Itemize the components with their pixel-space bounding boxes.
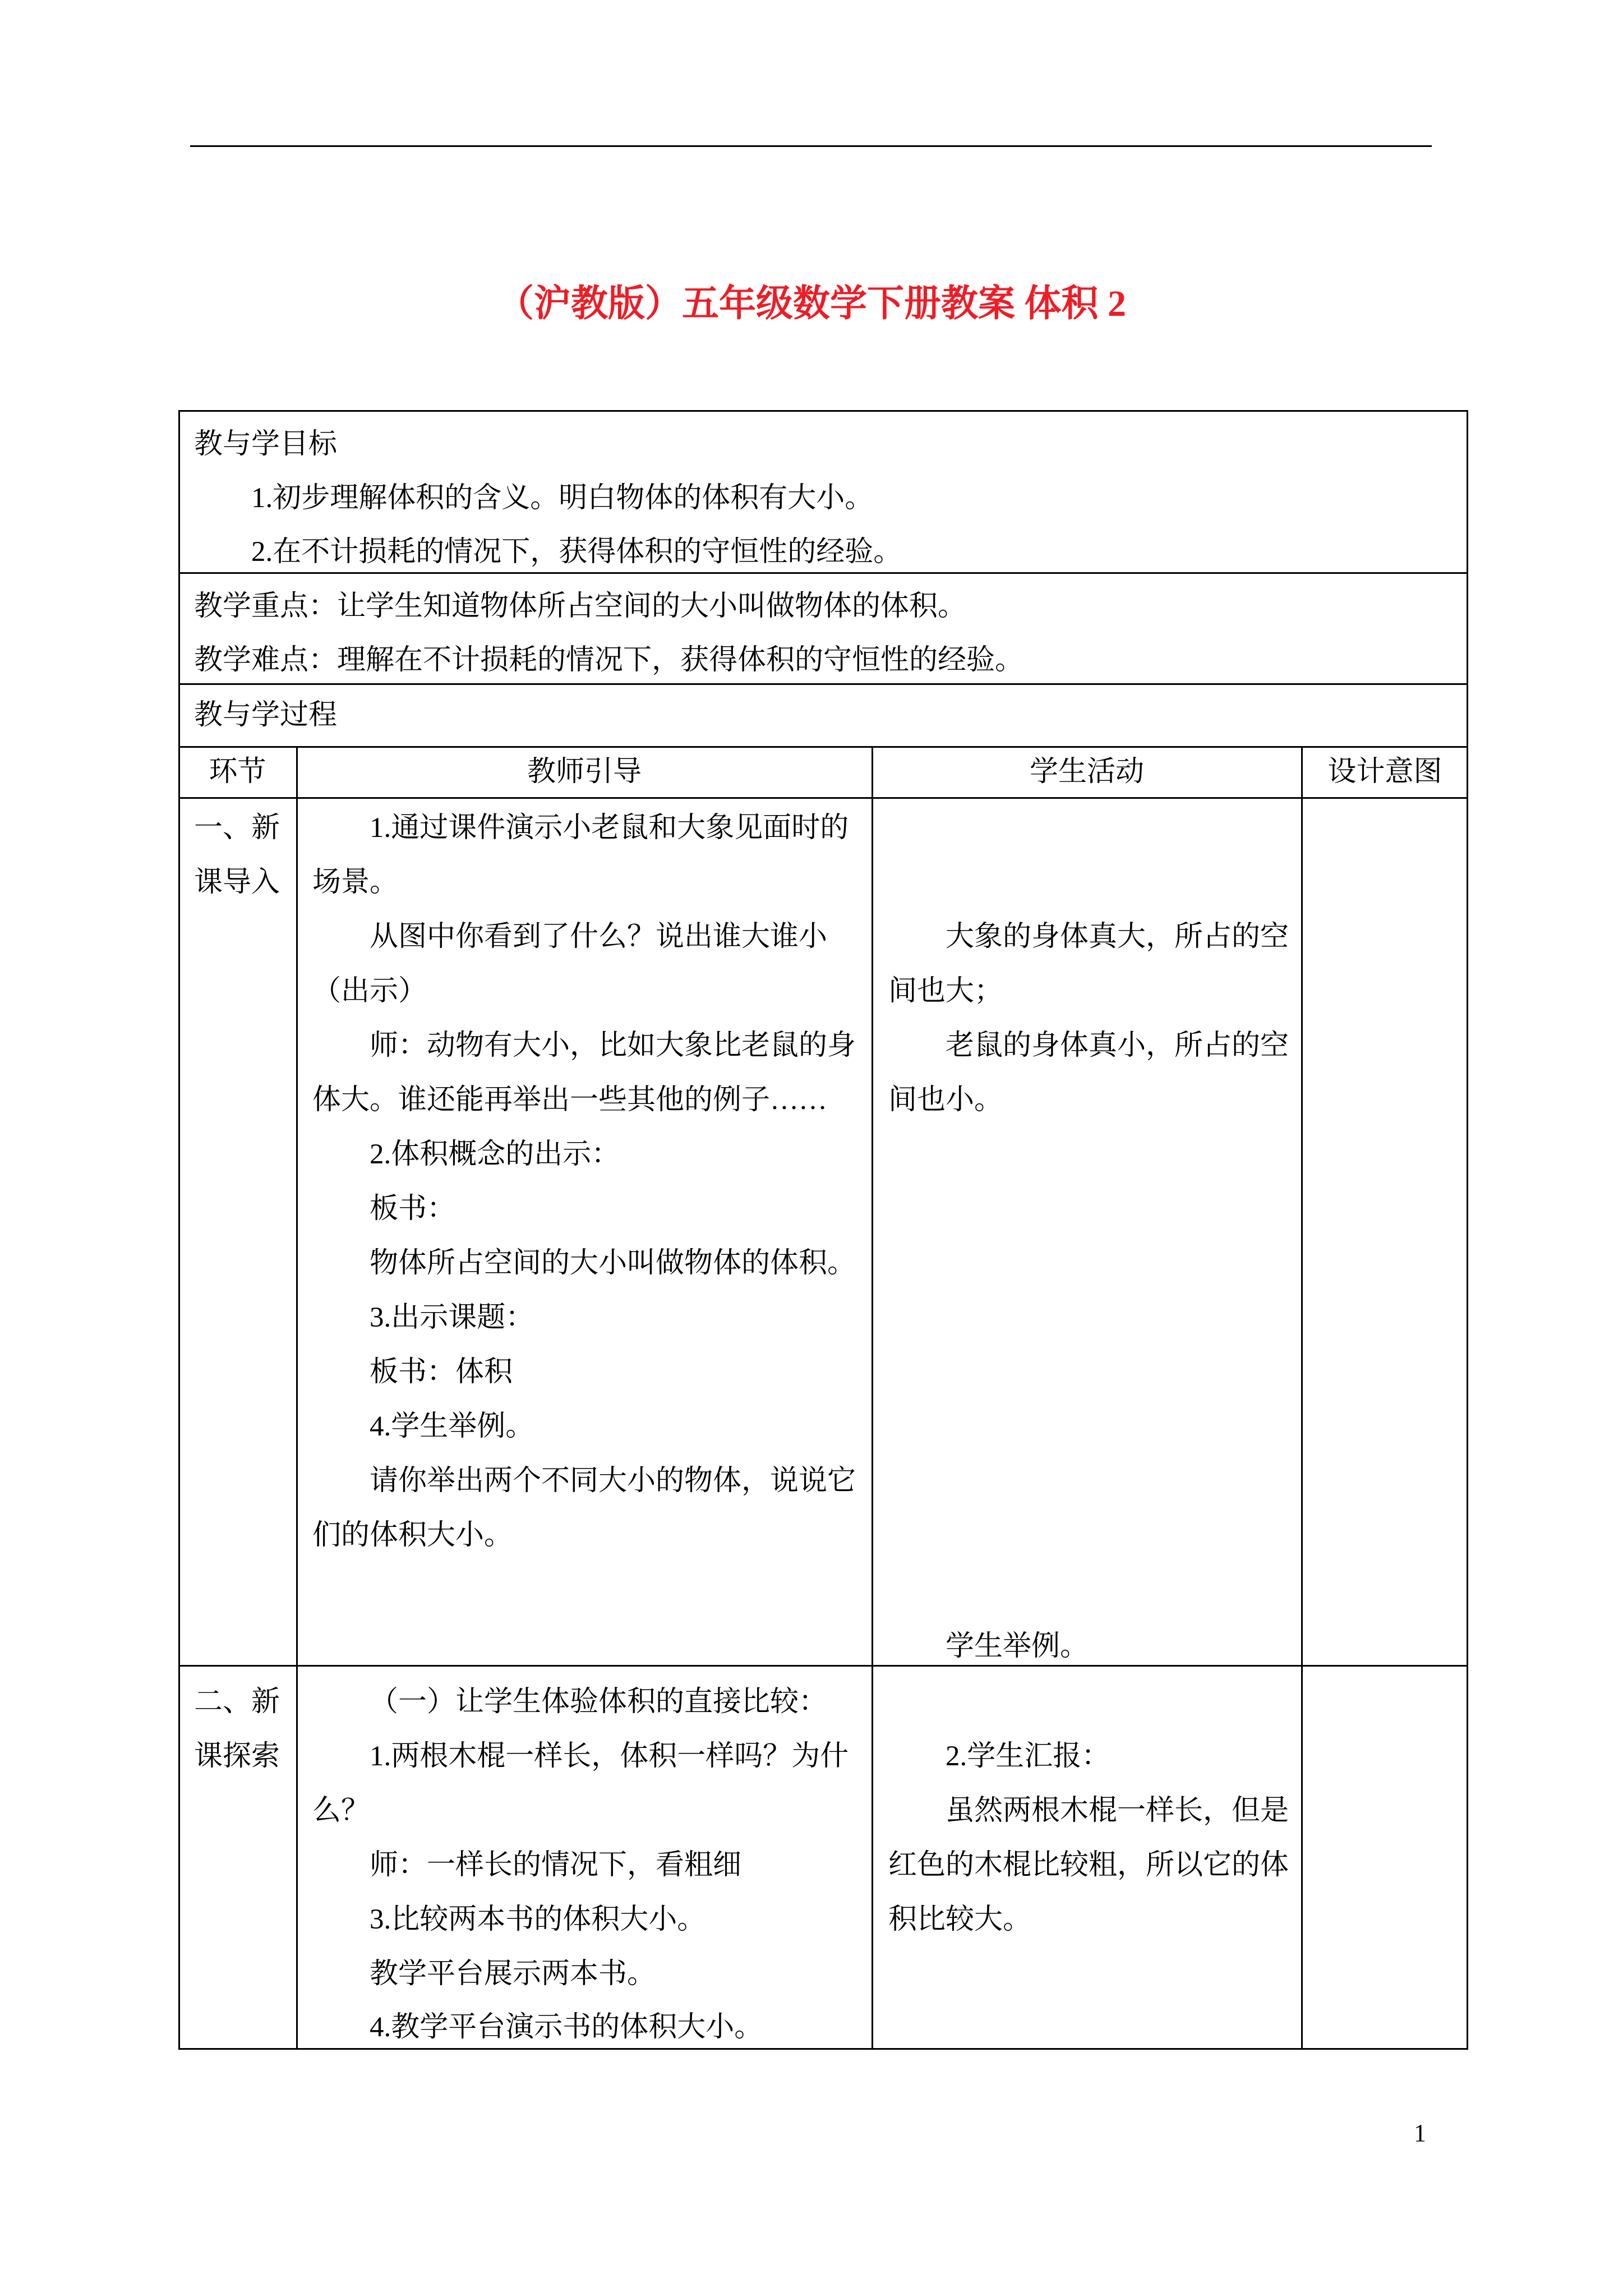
teacher-guide-line: 师：一样长的情况下，看粗细 <box>370 1849 742 1881</box>
student-activity-line: 大象的身体真大，所占的空 <box>946 921 1289 953</box>
student-activity-line: 虽然两根木棍一样长，但是 <box>946 1795 1289 1826</box>
column-divider <box>296 746 298 2050</box>
teacher-guide-line: 板书：体积 <box>370 1356 513 1388</box>
objectives-heading: 教与学目标 <box>194 429 338 460</box>
teacher-guide-line: 们的体积大小。 <box>312 1520 513 1551</box>
row-divider <box>178 1665 1468 1667</box>
student-activity-line: 老鼠的身体真小，所占的空 <box>946 1030 1289 1061</box>
teacher-guide-line: 物体所占空间的大小叫做物体的体积。 <box>370 1248 856 1279</box>
stage-label-line: 二、新 <box>194 1686 280 1718</box>
column-divider <box>872 746 873 2050</box>
teacher-guide-line: 师：动物有大小，比如大象比老鼠的身 <box>370 1030 856 1061</box>
student-activity-line: 积比较大。 <box>888 1904 1032 1935</box>
teacher-guide-line: 4.学生举例。 <box>370 1411 534 1442</box>
teacher-guide-line: 板书： <box>370 1193 456 1225</box>
teacher-guide-line: 1.两根木棍一样长，体积一样吗？为什 <box>370 1741 849 1772</box>
column-header-design-intent: 设计意图 <box>1327 756 1442 788</box>
student-activity-line: 红色的木棍比较粗，所以它的体 <box>888 1849 1289 1881</box>
column-header-student-activity: 学生活动 <box>1029 756 1144 788</box>
objective-item: 2.在不计损耗的情况下，获得体积的守恒性的经验。 <box>251 536 902 568</box>
teacher-guide-line: 1.通过课件演示小老鼠和大象见面时的 <box>370 812 849 844</box>
teacher-guide-line: （一）让学生体验体积的直接比较： <box>370 1686 828 1718</box>
teaching-focus: 教学重点：让学生知道物体所占空间的大小叫做物体的体积。 <box>194 591 967 622</box>
page-number: 1 <box>1414 2119 1426 2147</box>
student-activity-line: 2.学生汇报： <box>946 1741 1110 1772</box>
teacher-guide-line: 请你举出两个不同大小的物体，说说它 <box>370 1465 856 1497</box>
teacher-guide-line: 3.出示课题： <box>370 1302 534 1333</box>
stage-label-line: 课导入 <box>194 867 280 898</box>
objective-item: 1.初步理解体积的含义。明白物体的体积有大小。 <box>251 482 874 514</box>
column-divider <box>1301 746 1303 2050</box>
stage-label-line: 课探索 <box>194 1741 280 1772</box>
teaching-difficulty: 教学难点：理解在不计损耗的情况下，获得体积的守恒性的经验。 <box>194 645 1024 676</box>
page-title: （沪教版）五年级数学下册教案 体积 2 <box>497 283 1126 324</box>
teacher-guide-line: 场景。 <box>312 867 399 898</box>
teacher-guide-line: 2.体积概念的出示： <box>370 1139 620 1170</box>
teacher-guide-line: 从图中你看到了什么？说出谁大谁小 <box>370 921 828 953</box>
teacher-guide-line: 3.比较两本书的体积大小。 <box>370 1904 706 1935</box>
stage-label-line: 一、新 <box>194 812 280 844</box>
column-header-teacher-guide: 教师引导 <box>527 756 642 788</box>
column-header-stage: 环节 <box>209 756 266 788</box>
process-heading: 教与学过程 <box>194 700 338 731</box>
teacher-guide-line: 体大。谁还能再举出一些其他的例子…… <box>312 1084 828 1116</box>
student-activity-line: 间也大； <box>888 976 1003 1007</box>
teacher-guide-line: （出示） <box>312 976 427 1007</box>
student-activity-line: 学生举例。 <box>946 1631 1089 1662</box>
teacher-guide-line: 么？ <box>312 1795 370 1826</box>
student-activity-line: 间也小。 <box>888 1084 1003 1116</box>
header-rule <box>190 145 1432 147</box>
teacher-guide-line: 4.教学平台演示书的体积大小。 <box>370 2012 763 2043</box>
teacher-guide-line: 教学平台展示两本书。 <box>370 1958 656 1990</box>
